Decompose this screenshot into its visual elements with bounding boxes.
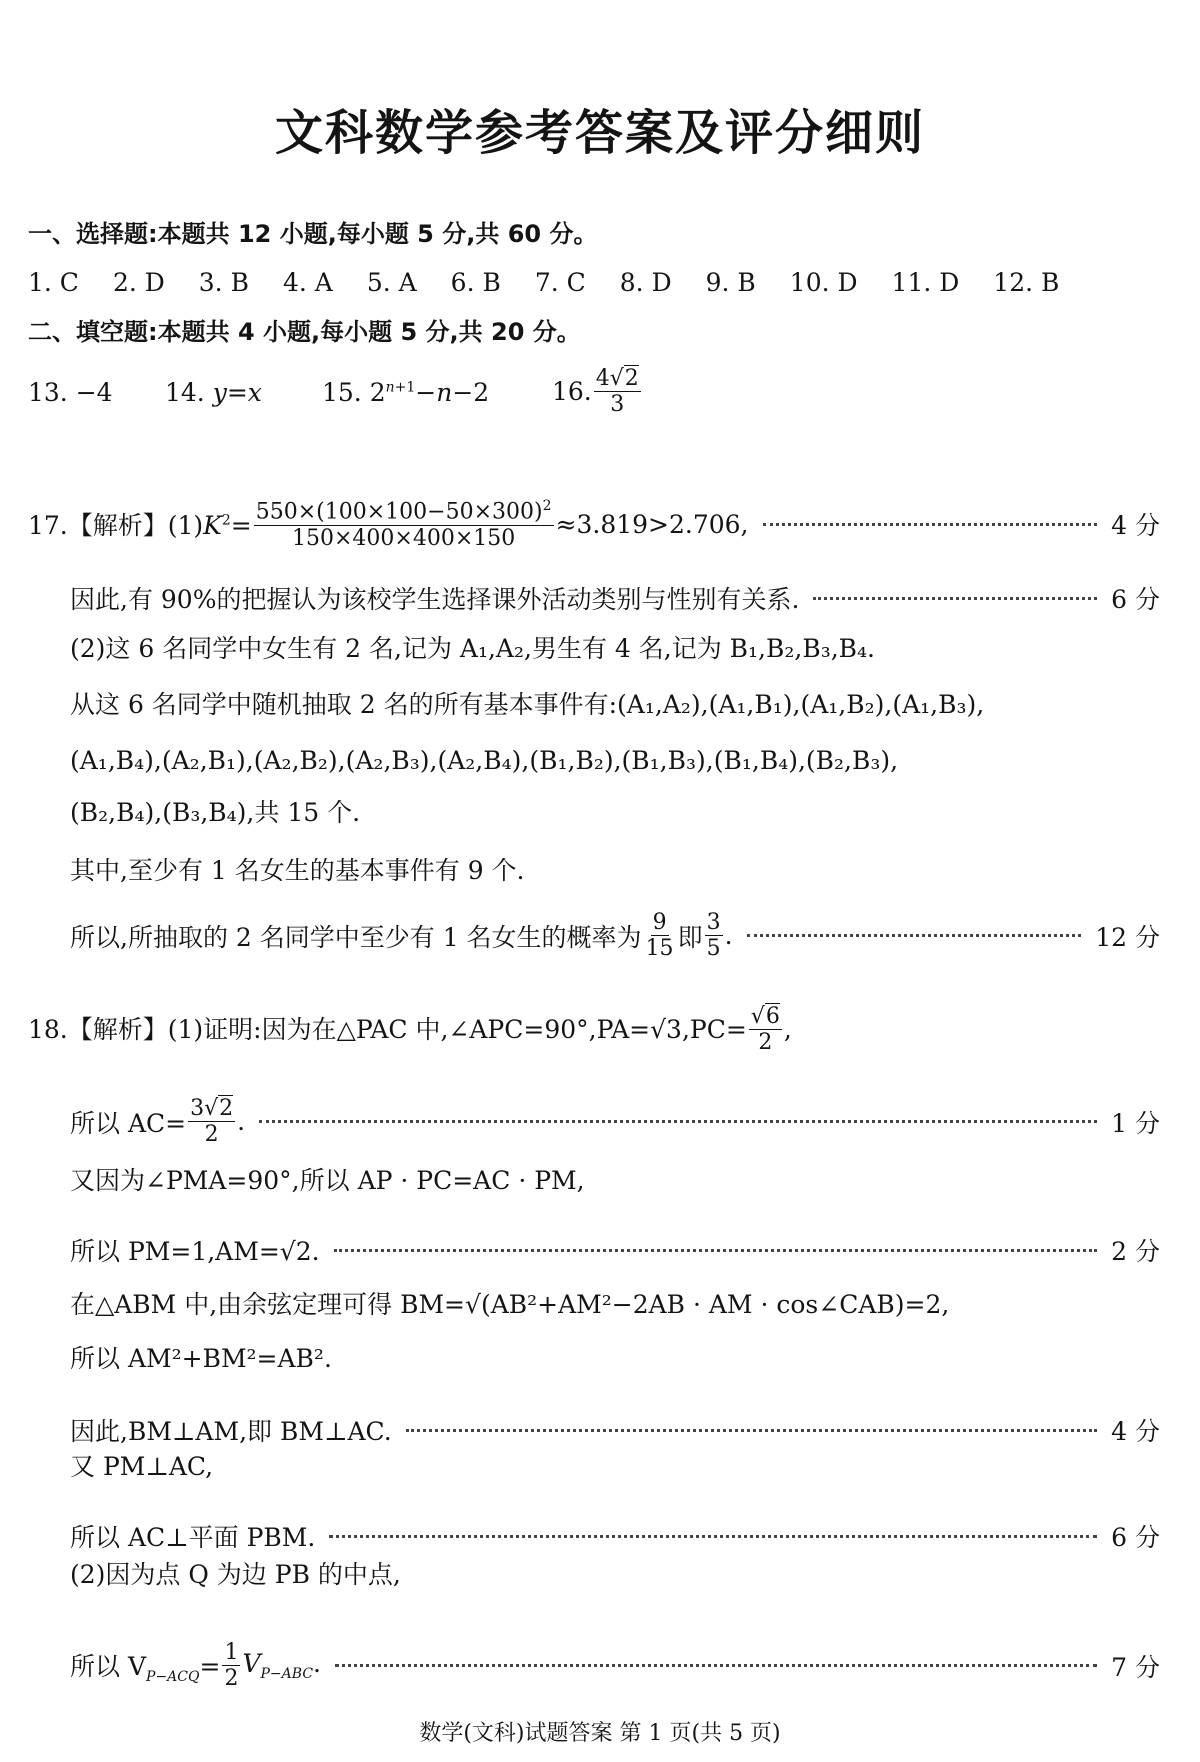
q18-ac: 所以 AC= $\frac{3√2}{2}$ . 1 分 [70,1096,1160,1148]
score-mark: 7 分 [1111,1652,1160,1682]
fill-answer-15: 15. $2^{n+1}-n-2$ [322,378,490,407]
q18-part2: (2)因为点 Q 为边 PB 的中点, [70,1560,401,1589]
q17-conclusion: 因此,有 90%的把握认为该校学生选择课外活动类别与性别有关系. 6 分 [70,580,1160,616]
score-mark: 4 分 [1111,1417,1160,1446]
choice-answers [28,270,1059,295]
q17-part2-line4: (B₂,B₄),(B₃,B₄),共 15 个. [70,798,361,827]
q17-part2-line3: (A₁,B₄),(A₂,B₁),(A₂,B₂),(A₂,B₃),(A₂,B₄),(B₁,B₂),(B₁,B₃),(B₁,B₄),(B₂,B₃), [70,746,899,775]
fill-answer-16: 16. $\frac{4√2}{3}$ [552,366,639,418]
choice-answer: 10. D [789,268,858,297]
score-mark: 1 分 [1111,1108,1160,1138]
score-mark: 12 分 [1095,922,1160,952]
q17-part2-line5: 其中,至少有 1 名女生的基本事件有 9 个. [70,856,525,885]
q17-part1: 17.【解析】$(1)K^2=$ $\frac{550\times(100\times 100-50\times 300)^2}{150\times 400\times 400\times 150}$ ≈3.819>2.706, 4 分 [28,498,1160,551]
page-footer: 数学(文科)试题答案 第 1 页(共 5 页) [419,1721,781,1746]
q18-pm-ac: 又 PM⊥AC, [70,1452,214,1481]
q18-bm: 在△ABM 中,由余弦定理可得 BM=√(AB²+AM²−2AB · AM · cos∠CAB)=2, [70,1290,950,1319]
choice-answer: 1. C [28,268,79,297]
choice-answer: 6. B [450,268,501,297]
score-mark: 6 分 [1111,1523,1160,1552]
q18-pm: 所以 PM=1,AM=√2. 2 分 [70,1232,1160,1268]
choice-answer: 12. B [993,268,1060,297]
choice-answer: 4. A [282,268,333,297]
fill-answer-13: 13. −4 [28,378,113,407]
score-mark: 2 分 [1111,1237,1160,1266]
q17-part2-line1: (2)这 6 名同学中女生有 2 名,记为 A₁,A₂,男生有 4 名,记为 B₁,B₂,B₃,B₄. [70,634,876,663]
choice-answer: 11. D [891,268,960,297]
q18-pma: 又因为∠PMA=90°,所以 AP · PC=AC · PM, [70,1166,585,1195]
q18-sum: 所以 AM²+BM²=AB². [70,1344,332,1373]
fill-answer-14: 14. y=x [165,378,262,407]
choice-answer: 9. B [705,268,756,297]
q18-perp: 因此,BM⊥AM,即 BM⊥AC. 4 分 [70,1412,1160,1448]
q17-part2-line2: 从这 6 名同学中随机抽取 2 名的所有基本事件有:(A₁,A₂),(A₁,B₁),(A₁,B₂),(A₁,B₃), [70,690,985,719]
choice-answer: 8. D [619,268,672,297]
q17-probability: 所以,所抽取的 2 名同学中至少有 1 名女生的概率为 $\frac{9}{15}$ 即 $\frac{3}{5}$ . 12 分 [70,910,1160,962]
section1-heading: 一、选择题:本题共 12 小题,每小题 5 分,共 60 分。 [28,220,598,248]
q18-volume: 所以 $V_{P-ACQ}=$ $\frac{1}{2}$ $V_{P-ABC}$. 7 分 [70,1640,1160,1692]
choice-answer: 5. A [366,268,417,297]
section2-heading: 二、填空题:本题共 4 小题,每小题 5 分,共 20 分。 [28,318,581,346]
choice-answer: 3. B [198,268,249,297]
page-title: 文科数学参考答案及评分细则 [274,105,925,161]
q18-plane: 所以 AC⊥平面 PBM. 6 分 [70,1518,1160,1554]
score-mark: 4 分 [1111,511,1160,541]
choice-answer: 2. D [112,268,165,297]
choice-answer: 7. C [534,268,586,297]
q18-part1-intro: 18.【解析】(1)证明:因为在△PAC 中,∠APC=90°,PA=√3,PC= $\frac{√6}{2}$ , [28,1004,792,1056]
score-mark: 6 分 [1111,585,1160,614]
